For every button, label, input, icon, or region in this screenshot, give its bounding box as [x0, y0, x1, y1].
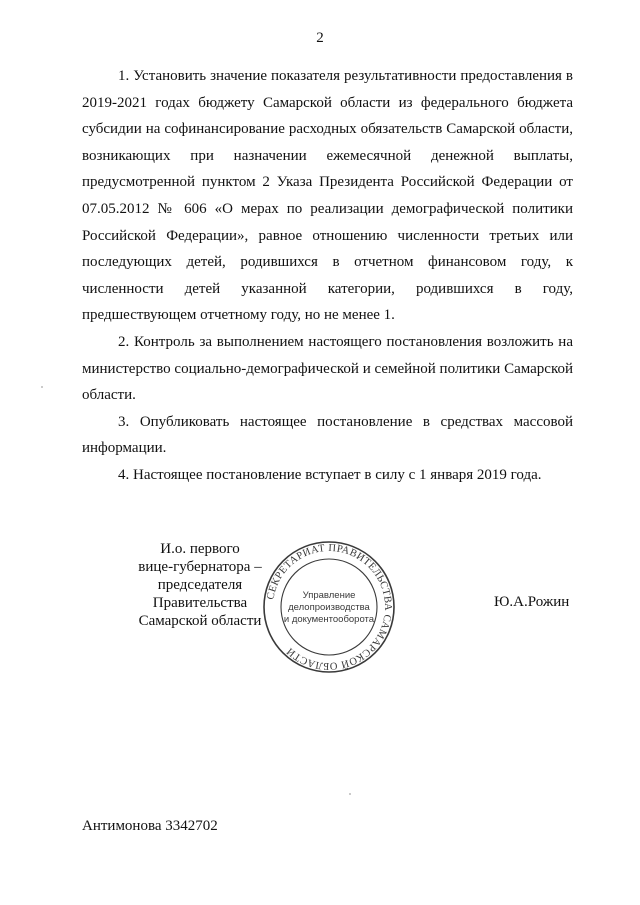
paragraph-4: 4. Настоящее постановление вступает в силу с 1 января 2019 года. [118, 466, 542, 483]
signer-title-line-1: И.о. первого [160, 541, 240, 557]
signer-title-line-2: вице-губернатора – [138, 559, 262, 575]
paragraph-3: 3. Опубликовать настоящее постановление в средствах массовой информации. [82, 413, 573, 457]
paragraph-2: 2. Контроль за выполнением настоящего постановления возложить на министерство социально-демографической и семейной политики Самарской области. [82, 333, 573, 404]
document-body [82, 63, 573, 489]
page-number: 2 [316, 30, 324, 46]
paragraph-1: 1. Установить значение показателя результативности предоставления в 2019-2021 годах бюджету Самарской области из федерального бюджета субсидии на софинансирование расходных обязательств Самарской области, возникающих при назначении ежемесячной денежной выплаты, предусмотренной пунктом 2 Указа Президента Российской Федерации от 07.05.2012 № 606 «О мерах по реализации демографической политики Российской Федерации», равное отношению численности третьих или последующих детей, родившихся в отчетном финансовом году, к численности детей указанной категории, родившихся в году, предшествующем отчетному году, но не менее 1. [82, 68, 573, 324]
seal-inner-line-3: и документооборота [283, 614, 375, 625]
scan-speck [41, 386, 43, 388]
seal-inner-line-2: делопроизводства [288, 602, 370, 613]
signer-name: Ю.А.Рожин [494, 594, 570, 610]
seal-inner-line-1: Управление [302, 590, 356, 601]
seal-ring-textpath: СЕКРЕТАРИАТ ПРАВИТЕЛЬСТВА САМАРСКОЙ ОБЛАСТИ [265, 542, 394, 672]
signer-title-line-3: председателя Правительства [152, 577, 248, 611]
scan-speck [349, 793, 351, 795]
signer-title-line-4: Самарской области [138, 613, 262, 629]
executor-contact: Антимонова 3342702 [82, 818, 218, 834]
official-seal-stamp [262, 540, 396, 674]
